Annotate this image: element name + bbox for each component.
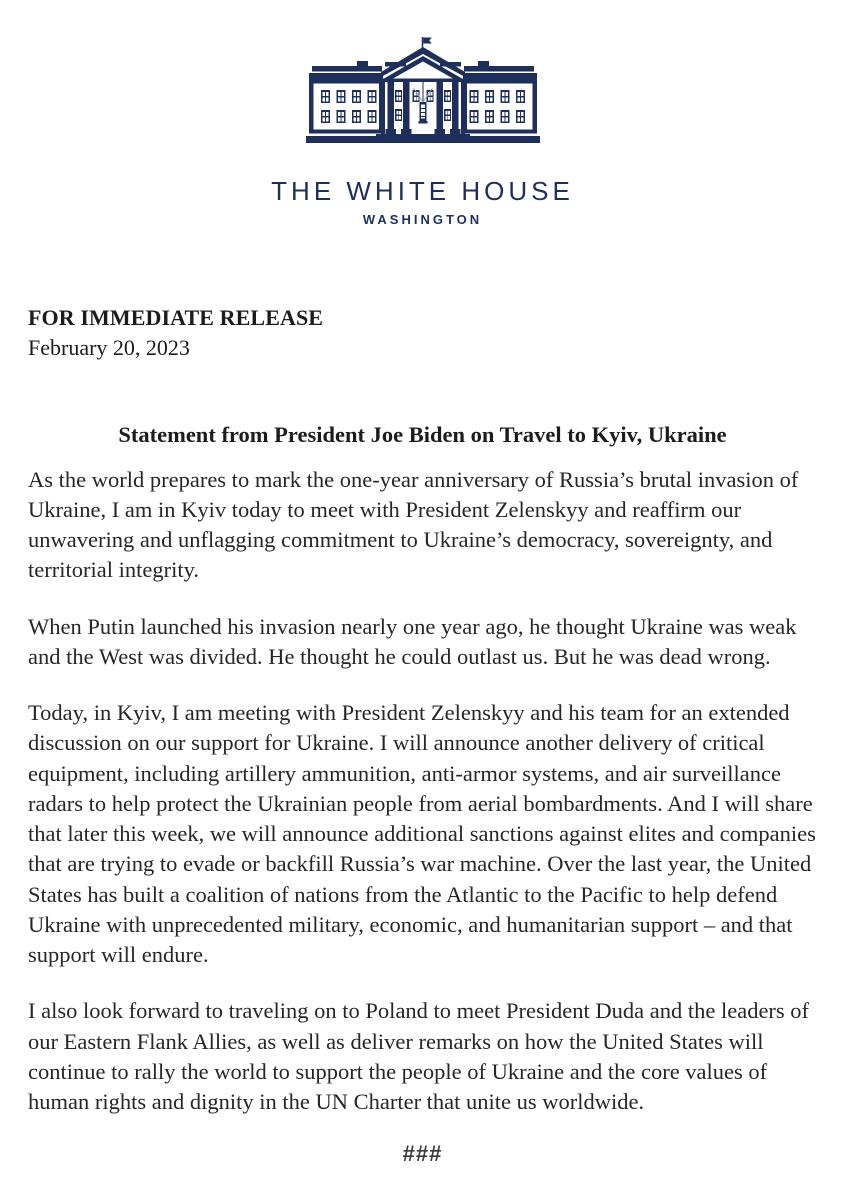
page-title: Statement from President Joe Biden on Travel to Kyiv, Ukraine <box>118 422 727 448</box>
release-header <box>28 304 817 362</box>
statement-paragraph: As the world prepares to mark the one-year anniversary of Russia’s brutal invasion of Ukraine, I am in Kyiv today to meet with President Zelenskyy and reaffirm our unwavering and unflagging commitment to Ukraine’s democracy, sovereignty, and territorial integrity. <box>28 466 799 583</box>
statement-paragraph: Today, in Kyiv, I am meeting with President Zelenskyy and his team for an extended discussion on our support for Ukraine. I will announce another delivery of critical equipment, including artillery ammunition, anti-armor systems, and air surveillance radars to help protect the Ukrainian people from aerial bombardments. And I will share that later this week, we will announce additional sanctions against elites and companies that are trying to evade or backfill Russia’s war machine. Over the last year, the United States has built a coalition of nations from the Atlantic to the Pacific to help defend Ukraine with unprecedented military, economic, and humanitarian support – and that support will endure. <box>28 700 816 968</box>
statement-body <box>28 465 817 1118</box>
statement-paragraph: I also look forward to traveling on to Poland to meet President Duda and the leaders of our Eastern Flank Allies, as well as deliver remarks on how the United States will continue to rally the world to support the people of Ukraine and the core values of human rights and dignity in the UN Charter that unite us worldwide. <box>28 998 810 1115</box>
end-mark: ### <box>402 1141 443 1167</box>
release-date: February 20, 2023 <box>28 335 190 361</box>
masthead <box>28 0 817 226</box>
wordmark-washington: WASHINGTON <box>362 212 483 227</box>
white-house-building-icon <box>297 34 549 160</box>
wordmark-the-white-house: THE WHITE HOUSE <box>271 176 574 206</box>
release-label: FOR IMMEDIATE RELEASE <box>28 305 324 330</box>
statement-paragraph: When Putin launched his invasion nearly one year ago, he thought Ukraine was weak and the West was divided. He thought he could outlast us. But he was dead wrong. <box>28 613 797 669</box>
